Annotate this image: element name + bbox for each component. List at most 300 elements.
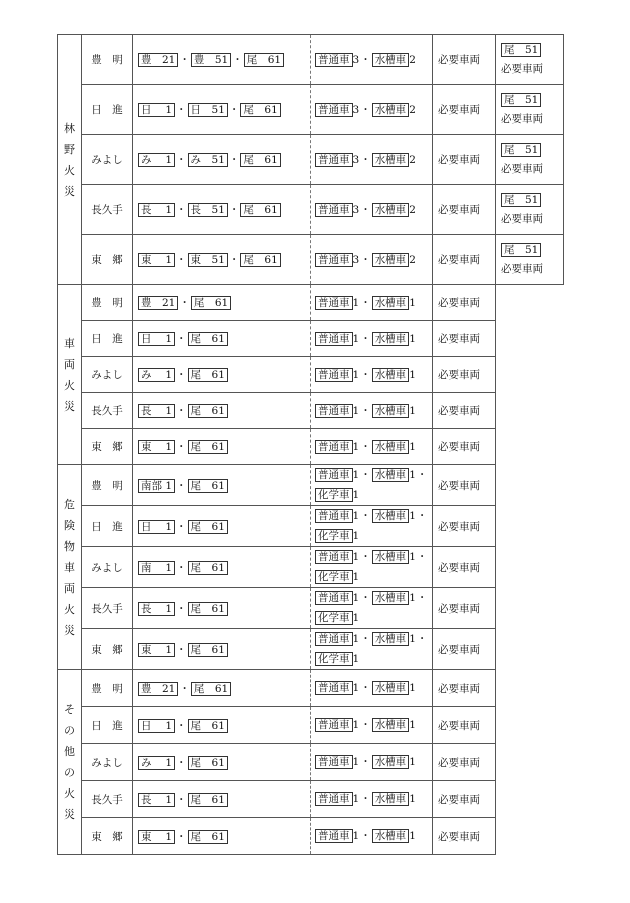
empty-cell (496, 781, 564, 818)
vehicles-cell (311, 235, 433, 285)
fire-category-label: 車両火災 (64, 336, 75, 413)
town-cell (82, 393, 133, 429)
vehicle-line (315, 250, 432, 270)
vehicles-cell (311, 321, 433, 357)
required-vehicles-cell (433, 707, 496, 744)
empty-cell (496, 321, 564, 357)
unit-code: 尾 61 (240, 153, 280, 167)
vehicle-line (315, 365, 432, 385)
unit-code: 長 1 (138, 203, 175, 217)
required-vehicles-cell (433, 629, 496, 670)
separator-dot: ・ (360, 440, 371, 453)
dispatch-units-cell (133, 135, 311, 185)
unit-code: 日 1 (138, 332, 175, 346)
required-vehicles-label: 必要車両 (438, 830, 480, 843)
table-row (58, 135, 564, 185)
unit-code: 尾 61 (240, 253, 280, 267)
vehicle-type: 水槽車 (372, 509, 410, 523)
separator-dot: ・ (176, 104, 187, 116)
vehicles-cell (311, 588, 433, 629)
separator-dot: ・ (176, 520, 187, 533)
separator-dot: ・ (179, 54, 190, 66)
town-label: みよし (91, 369, 123, 381)
vehicle-line (315, 649, 432, 669)
unit-code: 尾 61 (188, 602, 228, 616)
extra-dispatch-cell (496, 85, 564, 135)
town-cell (82, 781, 133, 818)
dispatch-units-cell (133, 35, 311, 85)
unit-code: み 1 (138, 368, 175, 382)
vehicle-count: 3 (352, 53, 360, 66)
vehicle-type: 水槽車 (372, 755, 410, 769)
vehicle-count: 1 (409, 469, 416, 481)
unit-code: 尾 61 (188, 404, 228, 418)
town-cell (82, 135, 133, 185)
separator-dot: ・ (360, 793, 371, 805)
unit-code: 尾 61 (188, 719, 228, 733)
required-vehicles-cell (433, 357, 496, 393)
town-cell (82, 818, 133, 855)
dispatch-units-cell (133, 285, 311, 321)
separator-dot: ・ (416, 510, 428, 522)
vehicles-cell (311, 465, 433, 506)
vehicle-line (315, 506, 432, 526)
vehicle-count: 2 (409, 153, 416, 166)
vehicle-type: 普通車 (315, 153, 353, 167)
extra-unit-line (501, 141, 563, 160)
vehicle-type: 水槽車 (372, 368, 410, 382)
town-label: 長久手 (91, 602, 123, 615)
unit-code: 日 1 (138, 719, 175, 733)
table-row (58, 35, 564, 85)
vehicle-type: 普通車 (315, 332, 353, 346)
required-vehicles-cell (433, 429, 496, 465)
required-vehicles-cell (433, 393, 496, 429)
dispatch-units-cell (133, 429, 311, 465)
separator-dot: ・ (360, 830, 371, 842)
town-cell (82, 547, 133, 588)
required-vehicles-cell (433, 818, 496, 855)
vehicles-cell (311, 744, 433, 781)
separator-dot: ・ (360, 296, 371, 309)
separator-dot: ・ (176, 333, 187, 345)
unit-code: 日 1 (138, 103, 175, 117)
separator-dot: ・ (360, 633, 371, 645)
table-row (58, 357, 564, 393)
separator-dot: ・ (176, 719, 187, 732)
fire-category-label: 林野火災 (64, 121, 75, 198)
vehicles-cell (311, 357, 433, 393)
unit-list (138, 562, 228, 574)
unit-list (138, 521, 228, 533)
separator-dot: ・ (360, 682, 371, 694)
fire-category-label: その他の火災 (64, 703, 75, 821)
vehicle-type: 水槽車 (372, 591, 410, 605)
unit-list (138, 54, 284, 66)
town-cell (82, 235, 133, 285)
unit-code: 豊 21 (138, 682, 178, 696)
vehicle-type: 水槽車 (372, 203, 410, 217)
unit-code: 長 1 (138, 793, 175, 807)
town-cell (82, 35, 133, 85)
dispatch-units-cell (133, 818, 311, 855)
separator-dot: ・ (176, 602, 187, 615)
town-cell (82, 429, 133, 465)
vehicle-type: 水槽車 (372, 632, 410, 646)
extra-unit-line (501, 241, 563, 260)
required-vehicles-label: 必要車両 (438, 602, 480, 615)
table-row (58, 321, 564, 357)
town-cell (82, 588, 133, 629)
table-row (58, 506, 564, 547)
separator-dot: ・ (360, 592, 371, 604)
unit-code: 尾 61 (188, 756, 228, 770)
separator-dot: ・ (176, 441, 187, 453)
separator-dot: ・ (416, 551, 428, 563)
vehicle-count: 1 (352, 368, 360, 381)
separator-dot: ・ (176, 643, 187, 656)
vehicles-cell (311, 285, 433, 321)
separator-dot: ・ (228, 254, 240, 266)
dispatch-units-cell (133, 235, 311, 285)
unit-code: 長 1 (138, 404, 175, 418)
vehicle-type: 化学車 (315, 529, 353, 543)
vehicle-count: 1 (352, 510, 360, 522)
vehicle-count: 2 (409, 103, 416, 116)
empty-cell (496, 588, 564, 629)
separator-dot: ・ (360, 756, 371, 768)
unit-code: 豊 21 (138, 296, 178, 310)
vehicle-count: 1 (409, 510, 416, 522)
town-label: 豊 明 (91, 682, 123, 695)
vehicle-line (315, 401, 432, 421)
required-vehicles-label: 必要車両 (438, 297, 480, 309)
dispatch-units-cell (133, 547, 311, 588)
vehicle-count: 1 (409, 440, 416, 453)
separator-dot: ・ (360, 332, 371, 345)
vehicle-type: 水槽車 (372, 103, 410, 117)
vehicle-line (315, 437, 432, 457)
table-row (58, 185, 564, 235)
town-cell (82, 744, 133, 781)
vehicle-count: 1 (352, 633, 360, 645)
vehicle-count: 1 (352, 530, 360, 542)
vehicle-type: 水槽車 (372, 296, 410, 310)
vehicle-type: 水槽車 (372, 332, 410, 346)
vehicle-count: 2 (409, 203, 416, 216)
town-cell (82, 357, 133, 393)
required-vehicles-label: 必要車両 (438, 369, 480, 381)
vehicle-type: 普通車 (315, 368, 353, 382)
separator-dot: ・ (360, 53, 371, 66)
unit-list (138, 720, 228, 732)
vehicle-count: 1 (409, 756, 416, 768)
vehicle-count: 1 (352, 756, 360, 768)
town-cell (82, 670, 133, 707)
table-row (58, 670, 564, 707)
town-label: 長久手 (91, 793, 123, 806)
separator-dot: ・ (360, 404, 371, 417)
vehicle-type: 化学車 (315, 652, 353, 666)
separator-dot: ・ (228, 104, 240, 116)
extra-dispatch-cell (496, 185, 564, 235)
vehicle-count: 1 (409, 633, 416, 645)
vehicle-type: 水槽車 (372, 718, 410, 732)
town-label: 東 郷 (91, 643, 123, 656)
empty-cell (496, 707, 564, 744)
separator-dot: ・ (360, 510, 371, 522)
town-cell (82, 285, 133, 321)
vehicle-count: 1 (352, 440, 360, 453)
town-label: 日 進 (91, 520, 123, 533)
fire-category-cell (58, 35, 82, 285)
vehicle-line (315, 608, 432, 628)
dispatch-units-cell (133, 707, 311, 744)
unit-code: 豊 51 (191, 53, 231, 67)
vehicle-type: 普通車 (315, 681, 353, 695)
town-label: 東 郷 (91, 254, 123, 266)
vehicle-line (315, 678, 432, 698)
separator-dot: ・ (416, 469, 428, 481)
vehicle-count: 1 (352, 612, 360, 624)
unit-code: 東 1 (138, 643, 175, 657)
unit-list (138, 683, 231, 695)
vehicle-count: 1 (409, 682, 416, 694)
vehicle-count: 1 (352, 469, 360, 481)
town-cell (82, 629, 133, 670)
vehicle-type: 水槽車 (372, 468, 410, 482)
vehicle-line (315, 100, 432, 120)
required-vehicles-label: 必要車両 (438, 441, 480, 453)
separator-dot: ・ (360, 368, 371, 381)
vehicle-line (315, 567, 432, 587)
town-label: 日 進 (91, 333, 123, 345)
vehicle-type: 化学車 (315, 488, 353, 502)
empty-cell (496, 357, 564, 393)
vehicle-line (315, 465, 432, 485)
vehicles-cell (311, 185, 433, 235)
town-cell (82, 707, 133, 744)
empty-cell (496, 744, 564, 781)
unit-list (138, 441, 228, 453)
vehicle-count: 1 (352, 404, 360, 417)
unit-list (138, 297, 231, 309)
table-row (58, 85, 564, 135)
town-label: 日 進 (91, 719, 123, 732)
vehicle-line (315, 526, 432, 546)
required-vehicles-cell (433, 185, 496, 235)
unit-code: 尾 61 (191, 296, 231, 310)
required-vehicles-label: 必要車両 (438, 643, 480, 656)
extra-dispatch-cell (496, 135, 564, 185)
vehicles-cell (311, 707, 433, 744)
required-vehicles-cell (433, 235, 496, 285)
empty-cell (496, 393, 564, 429)
required-vehicles-label: 必要車両 (438, 154, 480, 166)
vehicle-line (315, 588, 432, 608)
empty-cell (496, 465, 564, 506)
vehicle-type: 水槽車 (372, 153, 410, 167)
unit-code: 尾 61 (191, 682, 231, 696)
vehicle-line (315, 789, 432, 809)
fire-category-cell (58, 285, 82, 465)
unit-code: 東 1 (138, 253, 175, 267)
required-vehicles-label: 必要車両 (438, 793, 480, 806)
separator-dot: ・ (228, 204, 240, 216)
town-label: 豊 明 (91, 479, 123, 492)
required-vehicles-cell (433, 588, 496, 629)
town-cell (82, 185, 133, 235)
required-vehicles-label: 必要車両 (438, 719, 480, 732)
unit-code: 豊 21 (138, 53, 178, 67)
required-vehicles-label: 必要車両 (438, 333, 480, 345)
table-row (58, 393, 564, 429)
vehicle-type: 水槽車 (372, 404, 410, 418)
separator-dot: ・ (176, 830, 187, 843)
vehicles-cell (311, 781, 433, 818)
vehicle-type: 普通車 (315, 296, 353, 310)
required-vehicles-label: 必要車両 (438, 479, 480, 492)
separator-dot: ・ (416, 633, 428, 645)
town-cell (82, 321, 133, 357)
vehicles-cell (311, 429, 433, 465)
fire-category-label: 危険物車両火災 (64, 497, 75, 637)
vehicle-type: 水槽車 (372, 792, 410, 806)
vehicle-count: 3 (352, 103, 360, 116)
table-row (58, 707, 564, 744)
unit-code: み 51 (188, 153, 228, 167)
vehicles-cell (311, 547, 433, 588)
vehicle-type: 普通車 (315, 509, 353, 523)
separator-dot: ・ (360, 469, 371, 481)
required-vehicles-label: 必要車両 (438, 756, 480, 769)
town-cell (82, 465, 133, 506)
separator-dot: ・ (176, 479, 187, 492)
dispatch-table (57, 34, 564, 855)
unit-code: 日 51 (188, 103, 228, 117)
vehicles-cell (311, 629, 433, 670)
unit-code: 東 1 (138, 440, 175, 454)
vehicle-count: 1 (352, 551, 360, 563)
extra-unit-line (501, 191, 563, 210)
vehicles-cell (311, 135, 433, 185)
unit-code: 長 51 (188, 203, 228, 217)
fire-category-cell (58, 670, 82, 855)
vehicle-count: 1 (409, 719, 416, 731)
vehicle-type: 普通車 (315, 632, 353, 646)
extra-dispatch-cell (496, 35, 564, 85)
required-vehicles-cell (433, 135, 496, 185)
vehicle-line (315, 547, 432, 567)
separator-dot: ・ (360, 103, 371, 116)
unit-code: 尾 61 (188, 643, 228, 657)
separator-dot: ・ (360, 551, 371, 563)
separator-dot: ・ (176, 204, 187, 216)
vehicles-cell (311, 393, 433, 429)
required-vehicles-label: 必要車両 (438, 104, 480, 116)
extra-required-label: 必要車両 (501, 62, 543, 75)
vehicle-type: 普通車 (315, 718, 353, 732)
unit-list (138, 333, 228, 345)
vehicle-type: 水槽車 (372, 53, 410, 67)
vehicle-count: 1 (409, 830, 416, 842)
required-vehicles-label: 必要車両 (438, 520, 480, 533)
vehicle-count: 1 (409, 404, 416, 417)
vehicle-type: 普通車 (315, 440, 353, 454)
vehicle-count: 1 (352, 296, 360, 309)
vehicle-count: 1 (409, 592, 416, 604)
separator-dot: ・ (176, 561, 187, 574)
town-cell (82, 506, 133, 547)
town-label: 長久手 (91, 204, 123, 216)
vehicle-type: 普通車 (315, 591, 353, 605)
unit-code: 尾 61 (240, 103, 280, 117)
required-vehicles-cell (433, 781, 496, 818)
dispatch-units-cell (133, 781, 311, 818)
required-vehicles-label: 必要車両 (438, 405, 480, 417)
vehicles-cell (311, 670, 433, 707)
table-row (58, 629, 564, 670)
separator-dot: ・ (228, 154, 240, 166)
empty-cell (496, 818, 564, 855)
extra-required-label: 必要車両 (501, 162, 543, 175)
vehicle-line (315, 629, 432, 649)
separator-dot: ・ (176, 254, 187, 266)
vehicle-count: 1 (409, 793, 416, 805)
town-label: 豊 明 (91, 297, 123, 309)
table-row (58, 547, 564, 588)
vehicle-type: 普通車 (315, 550, 353, 564)
separator-dot: ・ (176, 793, 187, 806)
vehicle-type: 普通車 (315, 253, 353, 267)
required-vehicles-label: 必要車両 (438, 561, 480, 574)
vehicle-count: 1 (352, 682, 360, 694)
unit-code: 尾 61 (188, 520, 228, 534)
empty-cell (496, 285, 564, 321)
dispatch-units-cell (133, 393, 311, 429)
vehicle-type: 普通車 (315, 829, 353, 843)
separator-dot: ・ (176, 405, 187, 417)
table-row (58, 818, 564, 855)
vehicle-line (315, 150, 432, 170)
unit-code: 日 1 (138, 520, 175, 534)
extra-unit-code: 尾 51 (501, 193, 541, 207)
unit-code: 尾 61 (188, 793, 228, 807)
table-row (58, 744, 564, 781)
required-vehicles-label: 必要車両 (438, 204, 480, 216)
separator-dot: ・ (360, 153, 371, 166)
unit-code: 尾 61 (244, 53, 284, 67)
dispatch-units-cell (133, 744, 311, 781)
unit-list (138, 831, 228, 843)
vehicle-count: 1 (352, 489, 360, 501)
extra-unit-line (501, 41, 563, 60)
dispatch-units-cell (133, 670, 311, 707)
required-vehicles-cell (433, 506, 496, 547)
vehicle-type: 化学車 (315, 570, 353, 584)
town-label: 日 進 (91, 104, 123, 116)
separator-dot: ・ (360, 719, 371, 731)
dispatch-units-cell (133, 321, 311, 357)
unit-code: 尾 61 (240, 203, 280, 217)
vehicle-type: 水槽車 (372, 550, 410, 564)
unit-list (138, 603, 228, 615)
vehicle-type: 普通車 (315, 755, 353, 769)
unit-list (138, 480, 228, 492)
unit-list (138, 794, 228, 806)
table-row (58, 285, 564, 321)
unit-code: 東 51 (188, 253, 228, 267)
